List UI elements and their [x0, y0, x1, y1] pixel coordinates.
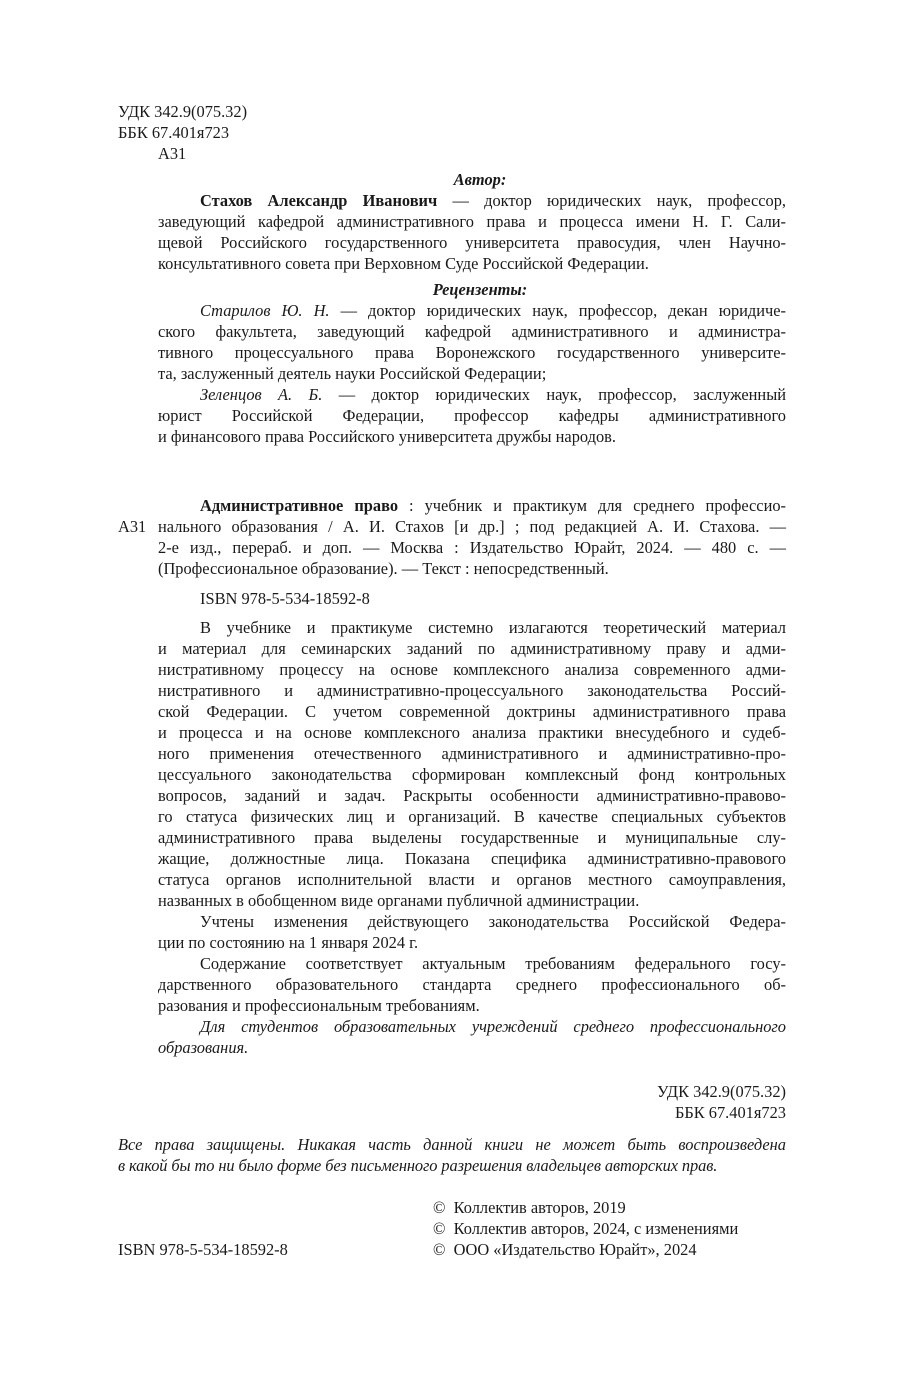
annot-p1-line: и процесса и на основе комплексного анализа практики внесудебного и судеб-: [158, 723, 786, 742]
rights-line-2: в какой бы то ни было форме без письменного разрешения владельцев авторских прав.: [118, 1156, 718, 1175]
copyright-isbn: ISBN 978-5-534-18592-8: [118, 1240, 288, 1259]
annot-p1-line: и материал для семинарских заданий по административному праву и адми-: [158, 639, 786, 658]
reviewer2-name: Зеленцов А. Б.: [200, 385, 323, 404]
bib-text-1: : учебник и практикум для среднего профессио-: [398, 496, 786, 515]
bib-mark: А31: [118, 517, 147, 536]
reviewer2-line-3: и финансового права Российского университета дружбы народов.: [158, 427, 616, 446]
author-name: Стахов Александр Иванович: [200, 191, 438, 210]
annot-p1-line: нистративному процессу на основе комплексного анализа современного адми-: [158, 660, 786, 679]
annot-p1-line: В учебнике и практикуме системно излагаются теоретический материал: [200, 618, 786, 637]
bib-title: Административное право: [200, 496, 399, 515]
reviewer1-text-1: — доктор юридических наук, профессор, декан юридиче-: [329, 301, 787, 320]
annot-p3-line: дарственного образовательного стандарта среднего профессионального об-: [158, 975, 786, 994]
bib-line-4: (Профессиональное образование). — Текст : непосредственный.: [158, 559, 609, 578]
annot-p1-line: статуса органов исполнительной власти и органов местного самоуправления,: [158, 870, 786, 889]
copyright-line: © Коллектив авторов, 2019: [433, 1198, 626, 1217]
annot-p1-line: вопросов, заданий и задач. Раскрыты особенности административно-правово-: [158, 786, 786, 805]
annot-p1-line: го статуса физических лиц и организаций. В качестве специальных субъектов: [158, 807, 786, 826]
bib-line-3: 2-е изд., перераб. и доп. — Москва : Издательство Юрайт, 2024. — 480 с. —: [158, 538, 786, 557]
copyright-line: © ООО «Издательство Юрайт», 2024: [433, 1240, 697, 1259]
reviewer1-name: Старилов Ю. Н.: [200, 301, 330, 320]
author-line-3: щевой Российского государственного университета правосудия, член Научно-: [158, 233, 786, 252]
annot-p2-line: ции по состоянию на 1 января 2024 г.: [158, 933, 419, 952]
annot-p1-line: названных в обобщенном виде органами публичной администрации.: [158, 891, 640, 910]
annot-p2-line: Учтены изменения действующего законодательства Российской Федера-: [200, 912, 786, 931]
udk-code: УДК 342.9(075.32): [118, 102, 248, 121]
reviewers-heading: Рецензенты:: [432, 280, 528, 299]
author-line-2: заведующий кафедрой административного права и процесса имени Н. Г. Сали-: [158, 212, 786, 231]
reviewer1-line-1: [200, 300, 786, 321]
annot-p3-line: Содержание соответствует актуальным требованиям федерального госу-: [200, 954, 786, 973]
bib-line-2: нального образования / А. И. Стахов [и др.] ; под редакцией А. И. Стахова. —: [158, 517, 786, 536]
annot-p4-line: образования.: [158, 1038, 249, 1057]
reviewer1-line-3: тивного процессуального права Воронежского государственного университе-: [158, 343, 786, 362]
annot-p1-line: ской Федерации. С учетом современной доктрины административного права: [158, 702, 786, 721]
copyright-line: © Коллектив авторов, 2024, с изменениями: [433, 1219, 739, 1238]
annot-p1-line: административного права выделены государственные и муниципальные слу-: [158, 828, 786, 847]
author-line-1: [200, 190, 786, 211]
reviewer2-line-2: юрист Российской Федерации, профессор кафедры административного: [158, 406, 786, 425]
author-text-1: — доктор юридических наук, профессор,: [437, 191, 786, 210]
bib-isbn: ISBN 978-5-534-18592-8: [200, 589, 370, 608]
annot-p1-line: жащие, должностные лица. Показана специфика административно-правового: [158, 849, 786, 868]
annot-p1-line: цессуального законодательства сформирован комплексный фонд контрольных: [158, 765, 786, 784]
author-mark: А31: [158, 144, 187, 163]
annot-p4-line: Для студентов образовательных учреждений среднего профессионального: [200, 1017, 786, 1036]
rights-line-1: Все права защищены. Никакая часть данной книги не может быть воспроизведена: [118, 1135, 786, 1154]
reviewer1-line-2: ского факультета, заведующий кафедрой административного и администра-: [158, 322, 786, 341]
udk-code-right: УДК 342.9(075.32): [656, 1082, 786, 1101]
annot-p1-line: ного применения отечественного административного и административно-про-: [158, 744, 786, 763]
author-heading: Автор:: [453, 170, 507, 189]
bbk-code-right: ББК 67.401я723: [674, 1103, 786, 1122]
reviewer2-line-1: [200, 384, 786, 405]
annot-p1-line: нистративного и административно-процессуального законодательства Россий-: [158, 681, 786, 700]
reviewer1-line-4: та, заслуженный деятель науки Российской Федерации;: [158, 364, 547, 383]
bbk-code: ББК 67.401я723: [118, 123, 230, 142]
author-line-4: консультативного совета при Верховном Суде Российской Федерации.: [158, 254, 649, 273]
reviewer2-text-1: — доктор юридических наук, профессор, заслуженный: [322, 385, 786, 404]
bib-line-1: [200, 495, 786, 516]
annot-p3-line: разования и профессиональным требованиям.: [158, 996, 480, 1015]
